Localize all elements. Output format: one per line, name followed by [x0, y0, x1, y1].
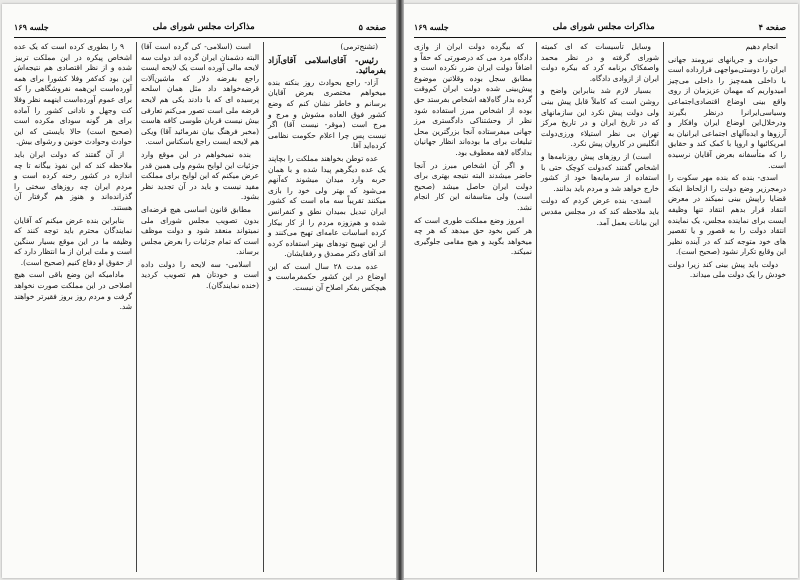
- paragraph: اسلامی- سه لایحه را دولت داده است و خودتان هم تصویب کردید (خنده نمایندگان).: [141, 259, 259, 291]
- text-column: [664, 42, 790, 572]
- paragraph: مادامیکه این وضع باقی است هیچ اصلاحی در این مملکت صورت نخواهد گرفت و مردم روز بروز فقیرتر خواهند شد.: [14, 270, 132, 312]
- paragraph: ۹ را بطوری کرده است که یک عده اشخاص پیکره در این مملکت ترییز شده و از نظر اقتصادی هم نتیجه‌اش این بود که‌کفر وفلا کشورا برای همه آورده‌است این‌همه نفروشگاهی را که برای عموم آورده‌است اینهمه نظر وفلا کت وجهل و نادانی کشور را آماده برای هر گونه سودای مکرده است (صحیح است) حالا بایستی که این حوادث وحوادث خونین و رشوای بیش.: [14, 42, 132, 147]
- paragraph: دولت باید پیش بینی کند زیرا دولت خودش را یک دولت ملی میداند.: [668, 259, 786, 280]
- paragraph: که بیگرده دولت ایران از وازی دادگاه مرد می که درصورتی که حقاً و اضافاً دولت ایران ضرر نکرده است و مطابق سجل بوده وقلاتین موضوع پیش‌بینی شده دولت ایران کم‌وقت گرده بدار گاه‌لاهه اشخاص بفرستد حق بوده از اشخاص مبرز استفاده شود نظر از وحشتناکی دادگستری مرز جهانی میفرستاده آنجا بزرگترین محل تبلیغات برای ما بوده‌اند انظار جهانیان بدادگاه لاهه معطوف بود.: [414, 42, 532, 157]
- paragraph: اسدی- بنده که بنده مهر سکوت را درمجرزیر وضع دولت را ازلحاظ اینکه قضایا راپیش بینی نمیکند در معرض انتقاد قرار بدهم انتقاد تنها وظیفه ایست برای نماینده مجلس، یک نماینده انتقاد دولت را به قصور و یا تقصیر های خود متوجه کند که در آینده نظیر این وقایع تکرار نشود (صحیح است).: [668, 173, 786, 257]
- paragraph: اسدی- بنده عرض کردم که دولت باید ملاحظه کند که در مجلس مقدس این بیانات بعمل آمد.: [541, 196, 659, 227]
- paragraph: است) از روزهای پیش روزنامه‌ها و اشخاص گفتند که‌دولت کوچک حتی با استفاده از سرمایه‌ها خود از کشور خارج خواهد شد و مردم باید بدانند.: [541, 151, 659, 193]
- paragraph: بسیار لازم شد بنابراین واضح و روشن است که کاملاً قابل پیش بینی ولی دولت پیش نکرد این سازمانهای که در تاریخ ایران و در تاریخ مرکز تهران بی نظر استیلاء ورزی‌دولت انگلیس در کاروان پیش نکرد.: [541, 86, 659, 149]
- text-column: [410, 42, 537, 572]
- paragraph: امروز وضع مملکت طوری است که هر کس بخود حق میدهد که هر چه میخواهد بگوید و هیچ مقامی جلوگیری نمیکند.: [414, 215, 532, 257]
- page-number: صفحه ۵: [358, 22, 386, 32]
- session-number: جلسه ۱۶۹: [414, 22, 449, 32]
- running-title: مذاکرات مجلس شورای ملی: [152, 22, 255, 32]
- speaker-paragraph: رئیس- آقای‌اسلامی آقای‌آزاد بفرمائید.: [268, 54, 386, 76]
- running-title: مذاکرات مجلس شورای ملی: [552, 22, 655, 32]
- paragraph: از آن گفتند که دولت ایران باید ملاحظه کند که این نفوذ بیگانه تا چه اندازه در کشور رخنه کرده است و مردم ایران چه روزهای سختی را گذرانده‌اند و هنوز هم گرفتار آن هستند.: [14, 149, 132, 212]
- book-gutter: [396, 0, 404, 580]
- paragraph: و اگر آن اشخاص مبرز در آنجا حاضر میشدند البته نتیجه بهتری برای دولت ایران حاصل میشد (صحیح است) ولی متاسفانه این کار انجام نشد.: [414, 160, 532, 212]
- paragraph: بنده نمیخواهم در این موقع وارد جزئیات این لوایح بشوم ولی همین قدر عرض میکنم که این لوایح برای مملکت مفید نیست و باید در آن تجدید نظر بشود.: [141, 149, 259, 202]
- paragraph: وسایل تأسیسات که ای کمیته شورای گرفته و در نظر محمد واصفکاک برنامه کرد که بیکره دولت ایران از ازوادی دادگاه.: [541, 42, 659, 83]
- text-column: [537, 42, 664, 572]
- left-page: [2, 4, 398, 578]
- page-number: صفحه ۴: [758, 22, 786, 32]
- paragraph: عده مدت ۲۸ سال است که این اوضاع در این کشور حکمفرماست و هیچکس بفکر اصلاح آن نیست.: [268, 261, 386, 293]
- left-page-header: [14, 20, 386, 38]
- text-column: [137, 42, 264, 572]
- paragraph: بنابراین بنده عرض میکنم که آقایان نمایندگان محترم باید توجه کنند که وظیفه ما در این موقع بسیار سنگین است و ملت ایران از ما انتظار دارد که از حقوق او دفاع کنیم (صحیح است).: [14, 215, 132, 267]
- right-page-header: [414, 20, 786, 38]
- paragraph: انجام دهیم: [745, 42, 778, 51]
- left-page-columns: [10, 42, 390, 572]
- text-column: [264, 42, 390, 572]
- text-column: [10, 42, 137, 572]
- paragraph: عده توطن بخواهند مملکت را بچاپند یک عده دیگرهم پیدا شده و با همان حربه وارد میدان میشوند که‌آنهم می‌شود که بهتر ولی خود را بازی میکنند تقریباً سه ماه است که کشور ایران تبدیل بمیدان نطق و کنفرانس شده و هم‌زوزه مردم را از کار بیکار کرده اساسات عامه‌ای تهیج می‌کنند و از این تهییج تودهای بهتر استفاده کرده اند آقای دکتر مصدق و رفقایشان.: [268, 153, 386, 259]
- paragraph: آزاد- راجع بحوادث روز بنکته بنده میخواهم مختصری بعرض آقایان برسانم و خاطر نشان کنم که وضع کشور فوق العاده مشوش و مرج و مرج است (موقر- نیست آقا) اگر نیست پس چرا اعلام حکومت نظامی کرده‌اید آقا.: [268, 77, 386, 151]
- paragraph: حوادث و جریانهای نیرومند جهانی ایران را دوستی‌مواجهی قرارداده است با داخلی همه‌چیز را داخلی می‌چیز امیدواریم که مهمان عزیزمان از روی واقع بینی اوضاع اقتصادی‌اجتماعی وسیاسی‌ایرانرا درنظر بگیرند ودرخلال‌این اوضاع ایران وافکار و آرزوها و ایده‌آلهای اجتماعی ایرانیان به امریکائیها و اروپا با کمک کند و حقایق را که متأسفانه بعرض آقایان نرسیده است.: [668, 54, 786, 170]
- right-page-columns: [410, 42, 790, 572]
- right-page: [402, 4, 798, 578]
- paragraph: است (اسلامی- کی گرده است آقا) البته دشمنان ایران گرده اند دولت سه لایحه مالی آورده است یک لایحه ایست راجع بقرضه دلار که ماشین‌آلات قرضه‌خواهد داد مثل همان اسلحه پرسیده ای که با دادند یکی هم لایحه قرضه ملی است تصور می‌کنم تعارفی بیش نیست قربان طوسی کافه هاست (مخبر فرهنگ بیان نفرمائید آقا) ویکی هم لایحه ایست راجع باسکناس است.: [141, 42, 259, 147]
- paragraph: (تشنج‌ترمی): [340, 42, 378, 51]
- session-number: جلسه ۱۶۹: [14, 22, 49, 32]
- paragraph: مطابق قانون اساسی هیچ قرضه‌ای بدون تصویب مجلس شورای ملی نمیتواند منعقد شود و دولت موظف است که تمام جزئیات را بعرض مجلس برساند.: [141, 204, 259, 257]
